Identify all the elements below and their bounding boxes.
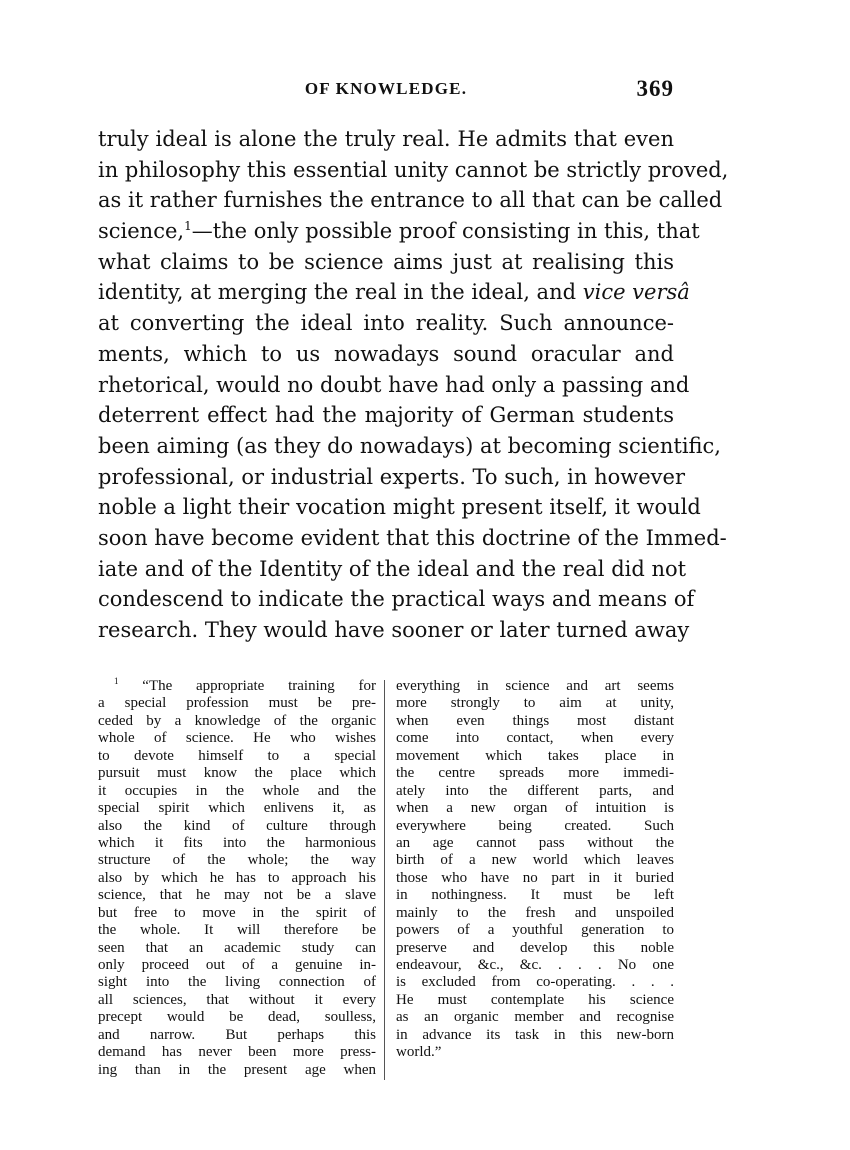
footnote-block (98, 678, 674, 1098)
footnote-line: pursuit must know the place which (98, 765, 376, 782)
footnote-line: come into contact, when every (396, 730, 674, 747)
footnote-line: mainly to the fresh and unspoiled (396, 904, 674, 921)
body-line-with-footnote-ref (98, 216, 700, 247)
footnote-line: a special profession must be pre- (98, 695, 376, 712)
italic-phrase: vice versâ (582, 280, 690, 305)
footnote-first-line-text: “The appropriate training for (142, 678, 377, 694)
footnote-line: ceded by a knowledge of the organic (98, 712, 376, 729)
body-line: condescend to indicate the practical ways and means of (98, 587, 695, 612)
footnote-line: in nothingness. It must be left (396, 887, 674, 904)
footnote-line: also the kind of culture through (98, 817, 376, 834)
footnote-line: everything in science and art seems (396, 678, 674, 694)
footnote-line: world.” (396, 1044, 442, 1061)
body-line: deterrent effect had the majority of German students (98, 403, 674, 428)
footnote-reference: 1 (184, 219, 192, 234)
footnote-left-column (98, 678, 376, 1079)
page-number: 369 (636, 76, 674, 101)
running-head (98, 76, 674, 106)
body-line: noble a light their vocation might present itself, it would (98, 495, 701, 520)
body-line: soon have become evident that this doctrine of the Immed- (98, 525, 727, 550)
running-title: OF KNOWLEDGE. (304, 79, 468, 98)
footnote-line: is excluded from co-operating. . . . (396, 974, 674, 991)
body-line: research. They would have sooner or later turned away (98, 618, 690, 642)
footnote-line: ing than in the present age when (98, 1061, 376, 1078)
body-line: iate and of the Identity of the ideal and the real did not (98, 556, 687, 581)
body-line: what claims to be science aims just at realising this (98, 249, 674, 274)
footnote-line: more strongly to aim at unity, (396, 695, 674, 712)
footnote-line: science, that he may not be a slave (98, 887, 376, 904)
body-line: in philosophy this essential unity cannot be strictly proved, (98, 157, 729, 182)
body-line: been aiming (as they do nowadays) at becoming scientific, (98, 433, 721, 458)
footnote-line: it occupies in the whole and the (98, 782, 376, 799)
body-line-start: identity, at merging the real in the ideal, and (98, 280, 577, 305)
body-line-rest: —the only possible proof consisting in this, that (191, 219, 700, 244)
footnote-line: and narrow. But perhaps this (98, 1026, 376, 1043)
footnote-line: whole of science. He who wishes (98, 730, 376, 747)
body-text (98, 124, 729, 646)
footnote-line: in advance its task in this new-born (396, 1026, 674, 1043)
footnote-line: powers of a youthful generation to (396, 922, 674, 939)
footnote-line (98, 678, 376, 695)
footnote-line: which it fits into the harmonious (98, 834, 376, 851)
footnote-right-column (396, 678, 674, 1062)
footnote-line: all sciences, that without it every (98, 991, 376, 1008)
footnote-line: when even things most distant (396, 712, 674, 729)
body-line: ments, which to us nowadays sound oracular and (98, 341, 674, 366)
footnote-line: demand has never been more press- (98, 1044, 376, 1061)
footnote-line: birth of a new world which leaves (396, 852, 674, 869)
footnote-line: special spirit which enlivens it, as (98, 800, 376, 817)
footnote-line: but free to move in the spirit of (98, 904, 376, 921)
body-line: truly ideal is alone the truly real. He admits that even (98, 127, 674, 151)
footnote-line: when a new organ of intuition is (396, 800, 674, 817)
body-line-start: science, (98, 219, 185, 244)
footnote-line: endeavour, &c., &c. . . . No one (396, 957, 674, 973)
footnote-line: precept would be dead, soulless, (98, 1009, 376, 1026)
footnote-line: the centre spreads more immedi- (396, 765, 674, 782)
footnote-line: only proceed out of a genuine in- (98, 957, 376, 973)
footnote-line: ately into the different parts, and (396, 782, 674, 799)
column-divider (384, 680, 385, 1080)
footnote-line: movement which takes place in (396, 747, 674, 764)
footnote-line: preserve and develop this noble (396, 939, 674, 956)
body-line: rhetorical, would no doubt have had only a passing and (98, 372, 690, 397)
body-line: as it rather furnishes the entrance to all that can be called (98, 188, 723, 213)
footnote-line: everywhere being created. Such (396, 817, 674, 834)
footnote-line: to devote himself to a special (98, 747, 376, 764)
footnote-line: structure of the whole; the way (98, 852, 376, 869)
footnote-line: those who have no part in it buried (396, 869, 674, 886)
footnote-line: sight into the living connection of (98, 974, 376, 991)
footnote-line: as an organic member and recognise (396, 1009, 674, 1026)
footnote-line: the whole. It will therefore be (98, 922, 376, 939)
footnote-marker: 1 (114, 676, 119, 686)
footnote-line: also by which he has to approach his (98, 869, 376, 886)
body-line-with-italic (98, 277, 690, 308)
body-line: professional, or industrial experts. To such, in however (98, 464, 685, 489)
body-line: at converting the ideal into reality. Such announce- (98, 311, 674, 336)
footnote-line: an age cannot pass without the (396, 834, 674, 851)
footnote-line: He must contemplate his science (396, 991, 674, 1008)
footnote-line: seen that an academic study can (98, 939, 376, 956)
